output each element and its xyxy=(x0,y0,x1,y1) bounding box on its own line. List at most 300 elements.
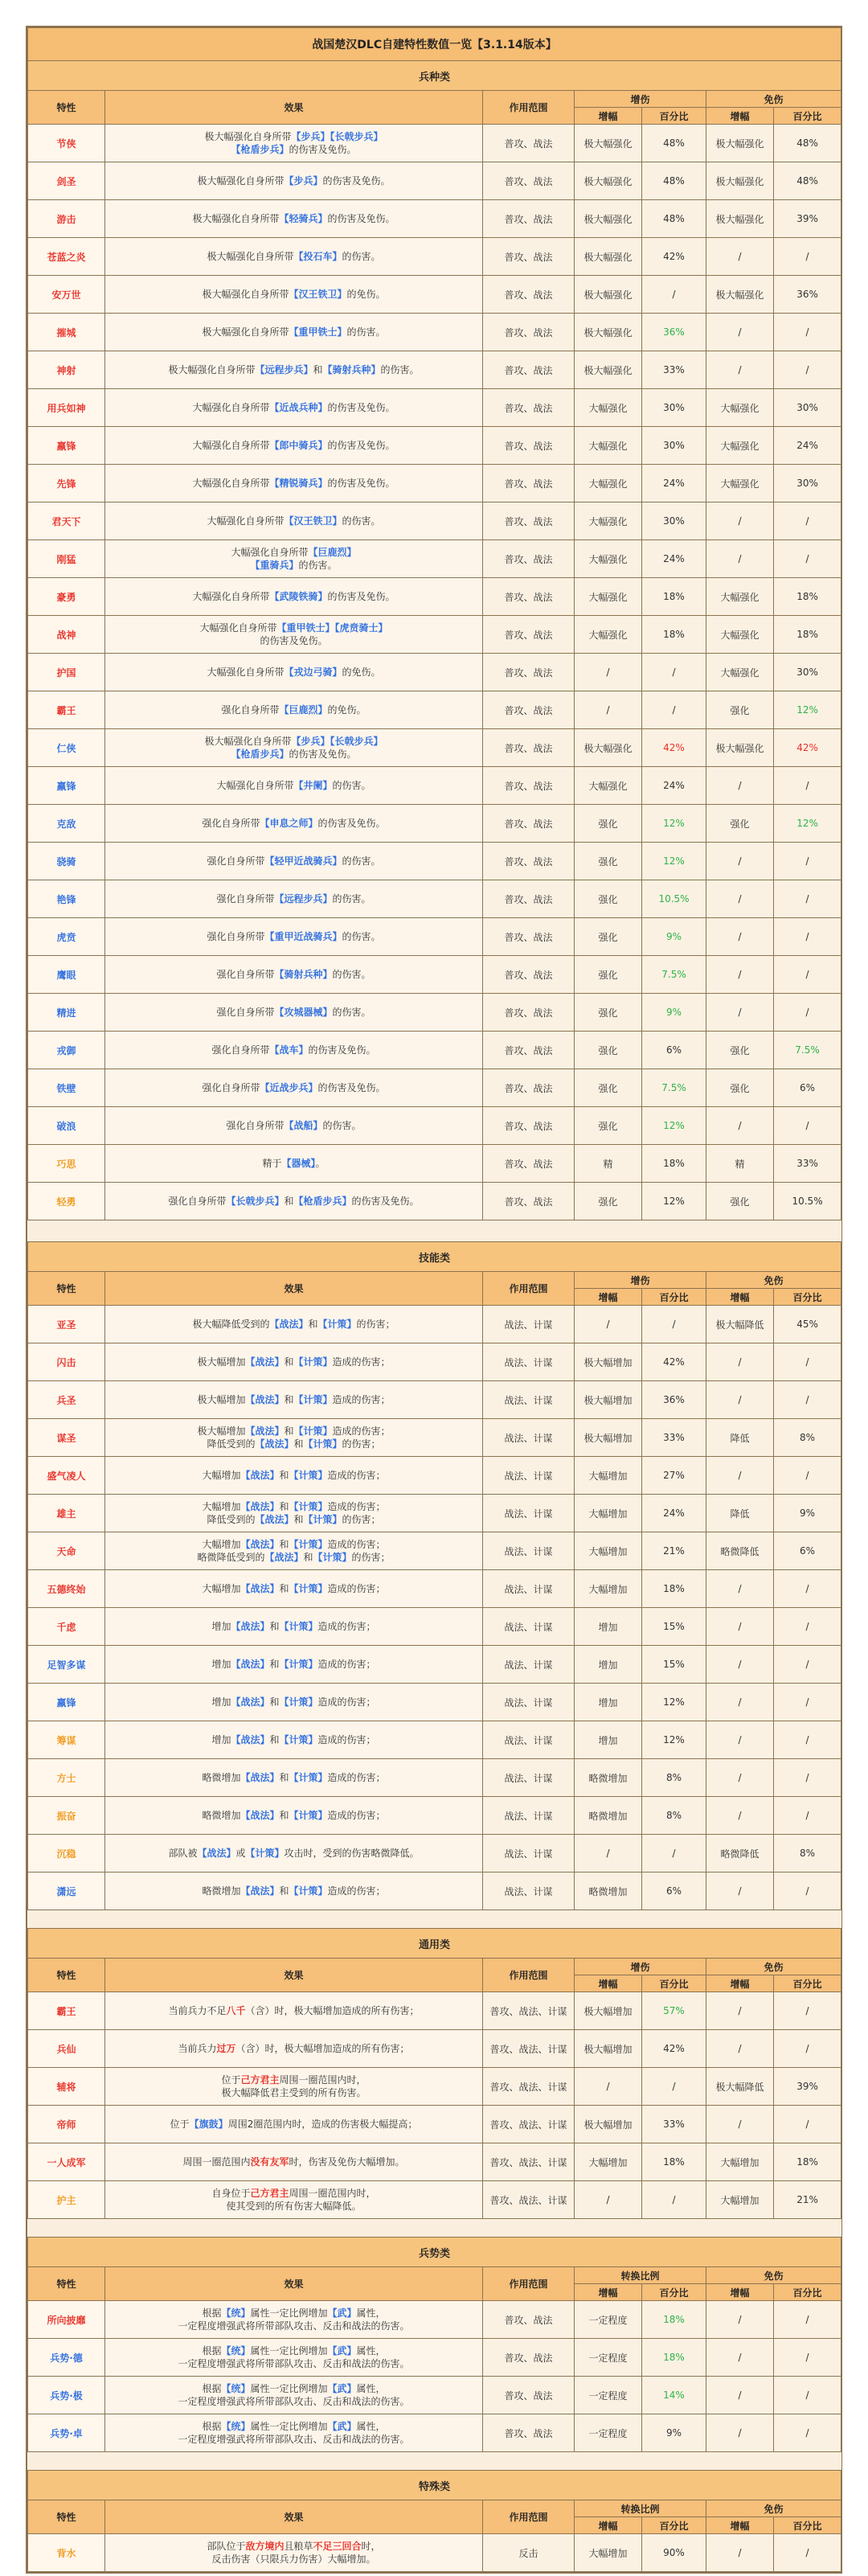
gap-cell xyxy=(28,1220,841,1242)
effect-text: 强化自身所带 xyxy=(168,1196,227,1207)
effect-text: 属性， xyxy=(356,2383,386,2394)
reduction-magnitude: 极大幅降低 xyxy=(706,1306,774,1343)
reduction-magnitude: / xyxy=(706,1381,774,1419)
boost-magnitude: 极大幅增加 xyxy=(575,1381,642,1419)
trait-effect xyxy=(105,2030,483,2068)
trait-name: 剑圣 xyxy=(28,162,105,200)
table-row xyxy=(28,880,841,918)
reduction-percent: / xyxy=(774,1873,841,1910)
boost-magnitude: 增加 xyxy=(575,1608,642,1646)
trait-range: 普攻、战法、计谋 xyxy=(483,2143,575,2181)
effect-text: 【计策】 xyxy=(289,1470,328,1481)
effect-text: 强化自身所带 xyxy=(226,1120,285,1131)
col-magnitude: 增幅 xyxy=(706,1289,774,1306)
boost-percent: 30% xyxy=(642,427,706,465)
reduction-magnitude: / xyxy=(706,1759,774,1797)
reduction-percent: / xyxy=(774,2106,841,2143)
trait-range: 普攻、战法 xyxy=(483,427,575,465)
reduction-percent: 39% xyxy=(774,200,841,238)
table-row xyxy=(28,351,841,389)
boost-percent: 42% xyxy=(642,2030,706,2068)
effect-text: 【近战兵种】 xyxy=(269,402,328,413)
col-group-1: 增伤 xyxy=(575,1272,706,1289)
table-row xyxy=(28,1532,841,1570)
effect-text: 略微增加 xyxy=(202,1885,241,1897)
boost-magnitude: 大幅强化 xyxy=(575,465,642,502)
trait-range: 普攻、战法 xyxy=(483,616,575,654)
boost-magnitude: 大幅增加 xyxy=(575,1457,642,1495)
col-group-1: 转换比例 xyxy=(575,2500,706,2517)
trait-effect xyxy=(105,1721,483,1759)
reduction-magnitude: 大幅增加 xyxy=(706,2181,774,2219)
effect-text: 极大幅强化自身所带 xyxy=(204,736,292,747)
effect-text: 当前兵力 xyxy=(178,2043,217,2054)
effect-text: 的免伤。 xyxy=(346,289,386,300)
col-trait: 特性 xyxy=(28,1272,105,1306)
boost-percent: 48% xyxy=(642,200,706,238)
reduction-magnitude: 强化 xyxy=(706,1183,774,1220)
table-row xyxy=(28,1570,841,1608)
col-group-2: 免伤 xyxy=(706,2267,841,2284)
reduction-percent: 18% xyxy=(774,578,841,616)
effect-text: 的伤害。 xyxy=(380,364,420,375)
trait-effect xyxy=(105,994,483,1032)
effect-text: 大幅强化自身所带 xyxy=(216,780,294,791)
reduction-percent: / xyxy=(774,502,841,540)
trait-name: 护主 xyxy=(28,2181,105,2219)
trait-range: 普攻、战法 xyxy=(483,276,575,314)
effect-text: 极大幅强化自身所带 xyxy=(168,364,256,375)
effect-text: 【统】 xyxy=(221,2421,251,2432)
trait-effect xyxy=(105,427,483,465)
reduction-magnitude: / xyxy=(706,1343,774,1381)
trait-name: 安万世 xyxy=(28,276,105,314)
effect-text: 【战车】 xyxy=(269,1044,309,1056)
trait-range: 战法、计谋 xyxy=(483,1721,575,1759)
table-row xyxy=(28,654,841,691)
column-header-row xyxy=(28,1272,841,1289)
reduction-percent: / xyxy=(774,918,841,956)
col-percent: 百分比 xyxy=(774,1289,841,1306)
col-magnitude: 增幅 xyxy=(706,2284,774,2301)
effect-text: 周围一圈范围内时， xyxy=(289,2188,376,2199)
effect-text: 和 xyxy=(279,1501,289,1512)
boost-percent: 24% xyxy=(642,1495,706,1532)
section-title: 兵势类 xyxy=(28,2238,841,2267)
reduction-percent: / xyxy=(774,351,841,389)
col-magnitude: 增幅 xyxy=(575,108,642,125)
effect-text: 极大幅降低君主受到的所有伤害。 xyxy=(221,2087,366,2098)
table-row xyxy=(28,729,841,767)
reduction-percent: / xyxy=(774,1570,841,1608)
reduction-percent: / xyxy=(774,2534,841,2572)
effect-text: 一定程度增强武将所带部队攻击、反击和战法的伤害。 xyxy=(178,2396,410,2407)
boost-percent: 42% xyxy=(642,729,706,767)
effect-text: 属性， xyxy=(356,2421,386,2432)
col-group-1: 增伤 xyxy=(575,1959,706,1975)
trait-name: 豪勇 xyxy=(28,578,105,616)
reduction-magnitude: 略微降低 xyxy=(706,1532,774,1570)
effect-text: 【战法】 xyxy=(231,1696,270,1708)
boost-magnitude: 强化 xyxy=(575,994,642,1032)
effect-text: 【计策】 xyxy=(289,1539,328,1550)
trait-name: 筹谋 xyxy=(28,1721,105,1759)
boost-magnitude: 极大幅增加 xyxy=(575,1419,642,1457)
boost-magnitude: 极大幅强化 xyxy=(575,200,642,238)
trait-effect xyxy=(105,276,483,314)
boost-magnitude: 略微增加 xyxy=(575,1873,642,1910)
trait-effect xyxy=(105,1646,483,1684)
reduction-magnitude: / xyxy=(706,918,774,956)
trait-effect xyxy=(105,502,483,540)
effect-text: 属性， xyxy=(356,2307,386,2319)
effect-text: 强化自身所带 xyxy=(216,893,275,904)
trait-range: 普攻、战法 xyxy=(483,805,575,843)
effect-text: 【计策】 xyxy=(279,1621,318,1632)
effect-text: 【远程步兵】 xyxy=(255,364,313,375)
gap-cell xyxy=(28,1910,841,1929)
table-row xyxy=(28,1608,841,1646)
trait-name: 羸锋 xyxy=(28,1684,105,1721)
col-magnitude: 增幅 xyxy=(706,108,774,125)
boost-magnitude: 一定程度 xyxy=(575,2377,642,2414)
trait-effect xyxy=(105,2068,483,2106)
effect-text: 【轻甲近战骑兵】 xyxy=(264,855,342,867)
table-row xyxy=(28,2534,841,2572)
trait-effect xyxy=(105,2377,483,2414)
reduction-magnitude: / xyxy=(706,767,774,805)
boost-percent: 24% xyxy=(642,767,706,805)
effect-text: 的伤害。 xyxy=(298,560,338,571)
effect-text: 造成的伤害； xyxy=(327,1810,386,1821)
table-row xyxy=(28,2106,841,2143)
reduction-magnitude: / xyxy=(706,880,774,918)
boost-magnitude: 一定程度 xyxy=(575,2301,642,2339)
effect-text: 的伤害及免伤。 xyxy=(289,749,357,760)
boost-percent: 8% xyxy=(642,1759,706,1797)
reduction-percent: 9% xyxy=(774,1495,841,1532)
effect-text: 【长戟步兵】 xyxy=(226,1196,285,1207)
col-effect: 效果 xyxy=(105,91,483,125)
effect-text: 【战法】 xyxy=(245,1356,285,1368)
effect-text: 降低受到的 xyxy=(207,1514,256,1525)
trait-range: 普攻、战法 xyxy=(483,691,575,729)
reduction-magnitude: 大幅强化 xyxy=(706,465,774,502)
boost-percent: 7.5% xyxy=(642,1069,706,1107)
col-trait: 特性 xyxy=(28,1959,105,1992)
trait-name: 千虑 xyxy=(28,1608,105,1646)
col-group-1: 转换比例 xyxy=(575,2267,706,2284)
boost-magnitude: 大幅增加 xyxy=(575,1570,642,1608)
boost-magnitude: 强化 xyxy=(575,918,642,956)
table-row xyxy=(28,1797,841,1835)
effect-text: 增加 xyxy=(211,1659,231,1670)
section-header-row xyxy=(28,1242,841,1272)
trait-range: 战法、计谋 xyxy=(483,1343,575,1381)
table-row xyxy=(28,238,841,276)
boost-percent: 30% xyxy=(642,389,706,427)
effect-text: 根据 xyxy=(202,2421,222,2432)
col-percent: 百分比 xyxy=(642,108,706,125)
trait-range: 战法、计谋 xyxy=(483,1457,575,1495)
trait-effect xyxy=(105,1145,483,1183)
effect-text: 己方君主 xyxy=(250,2188,289,2199)
effect-text: 和 xyxy=(284,1356,294,1368)
title-row xyxy=(28,28,841,61)
table-row xyxy=(28,1646,841,1684)
reduction-magnitude: / xyxy=(706,2377,774,2414)
trait-range: 战法、计谋 xyxy=(483,1646,575,1684)
effect-text: 当前兵力不足 xyxy=(168,2005,227,2016)
effect-text: 周围一圈范围内时， xyxy=(279,2074,366,2086)
trait-range: 普攻、战法、计谋 xyxy=(483,2106,575,2143)
effect-text: 【武】 xyxy=(327,2345,357,2357)
reduction-magnitude: / xyxy=(706,956,774,994)
col-effect: 效果 xyxy=(105,2267,483,2301)
boost-percent: 12% xyxy=(642,1183,706,1220)
reduction-percent: / xyxy=(774,843,841,880)
boost-percent: 18% xyxy=(642,1570,706,1608)
trait-effect xyxy=(105,1495,483,1532)
trait-name: 羸锋 xyxy=(28,427,105,465)
boost-magnitude: 大幅增加 xyxy=(575,2143,642,2181)
trait-name: 谋圣 xyxy=(28,1419,105,1457)
reduction-percent: 36% xyxy=(774,276,841,314)
effect-text: 【郎中骑兵】 xyxy=(269,440,328,451)
effect-text: 极大幅强化自身所带 xyxy=(192,213,280,224)
boost-magnitude: 强化 xyxy=(575,1069,642,1107)
effect-text: 极大幅降低受到的 xyxy=(192,1319,270,1330)
effect-text: 【武】 xyxy=(327,2421,357,2432)
boost-percent: 33% xyxy=(642,351,706,389)
col-percent: 百分比 xyxy=(774,2284,841,2301)
reduction-percent: / xyxy=(774,1107,841,1145)
trait-name: 兵势·极 xyxy=(28,2377,105,2414)
effect-text: 属性一定比例增加 xyxy=(250,2307,328,2319)
reduction-magnitude: / xyxy=(706,502,774,540)
column-header-row xyxy=(28,91,841,108)
trait-range: 普攻、战法 xyxy=(483,578,575,616)
boost-percent: 6% xyxy=(642,1873,706,1910)
trait-name: 先锋 xyxy=(28,465,105,502)
effect-text: 的伤害及免伤。 xyxy=(289,144,357,155)
reduction-percent: 18% xyxy=(774,616,841,654)
trait-name: 足智多谋 xyxy=(28,1646,105,1684)
boost-magnitude: / xyxy=(575,1306,642,1343)
section-title: 特殊类 xyxy=(28,2471,841,2500)
effect-text: 强化自身所带 xyxy=(216,969,275,980)
page-title: 战国楚汉DLC自建特性数值一览【3.1.14版本】 xyxy=(28,28,841,61)
boost-percent: 27% xyxy=(642,1457,706,1495)
boost-percent: 30% xyxy=(642,502,706,540)
col-percent: 百分比 xyxy=(774,108,841,125)
effect-text: 【战法】 xyxy=(231,1659,270,1670)
effect-text: 根据 xyxy=(202,2307,222,2319)
effect-text: 极大幅强化自身所带 xyxy=(197,175,285,187)
boost-percent: 36% xyxy=(642,314,706,351)
trait-name: 所向披靡 xyxy=(28,2301,105,2339)
stats-sheet xyxy=(26,26,842,2574)
trait-effect xyxy=(105,578,483,616)
reduction-magnitude: 大幅强化 xyxy=(706,427,774,465)
reduction-magnitude: / xyxy=(706,1684,774,1721)
reduction-magnitude: / xyxy=(706,1608,774,1646)
reduction-percent: / xyxy=(774,1684,841,1721)
effect-text: 【战法】 xyxy=(240,1583,280,1594)
table-row xyxy=(28,314,841,351)
reduction-magnitude: / xyxy=(706,1873,774,1910)
effect-text: 【武陵铁骑】 xyxy=(269,591,328,602)
boost-magnitude: 极大幅增加 xyxy=(575,1992,642,2030)
boost-magnitude: 增加 xyxy=(575,1684,642,1721)
effect-text: 【战法】 xyxy=(240,1772,280,1783)
col-magnitude: 增幅 xyxy=(706,2517,774,2534)
reduction-magnitude: / xyxy=(706,2414,774,2452)
effect-text: 强化自身所带 xyxy=(207,855,265,867)
effect-text: 【重甲铁士】 xyxy=(289,326,347,338)
reduction-percent: / xyxy=(774,540,841,578)
trait-effect xyxy=(105,1419,483,1457)
reduction-magnitude: 强化 xyxy=(706,691,774,729)
effect-text: 【战法】 xyxy=(240,1501,280,1512)
trait-range: 普攻、战法 xyxy=(483,994,575,1032)
boost-percent: 12% xyxy=(642,843,706,880)
effect-text: 【井阑】 xyxy=(293,780,333,791)
trait-range: 普攻、战法 xyxy=(483,654,575,691)
effect-text: 【计策】 xyxy=(293,1394,333,1405)
effect-text: 【旗鼓】 xyxy=(189,2119,228,2130)
boost-magnitude: 强化 xyxy=(575,1183,642,1220)
boost-magnitude: 强化 xyxy=(575,880,642,918)
trait-range: 战法、计谋 xyxy=(483,1419,575,1457)
trait-name: 鹰眼 xyxy=(28,956,105,994)
table-row xyxy=(28,1069,841,1107)
boost-magnitude: 极大幅强化 xyxy=(575,162,642,200)
effect-text: 强化自身所带 xyxy=(216,1007,275,1018)
effect-text: 【枪盾步兵】 xyxy=(231,144,289,155)
reduction-percent: / xyxy=(774,1646,841,1684)
trait-range: 普攻、战法 xyxy=(483,1107,575,1145)
column-header-row xyxy=(28,2500,841,2517)
effect-text: 极大幅强化自身所带 xyxy=(202,326,289,338)
section-gap xyxy=(28,2219,841,2238)
trait-name: 亚圣 xyxy=(28,1306,105,1343)
table-row xyxy=(28,1684,841,1721)
trait-name: 兵仙 xyxy=(28,2030,105,2068)
boost-percent: 9% xyxy=(642,918,706,956)
reduction-magnitude: / xyxy=(706,540,774,578)
boost-magnitude: 极大幅增加 xyxy=(575,1343,642,1381)
effect-text: 敌方境内 xyxy=(245,2541,285,2552)
reduction-magnitude: / xyxy=(706,314,774,351)
reduction-magnitude: 极大幅强化 xyxy=(706,729,774,767)
effect-text: 【计策】 xyxy=(289,1501,328,1512)
trait-effect xyxy=(105,1992,483,2030)
trait-effect xyxy=(105,918,483,956)
effect-text: 造成的伤害； xyxy=(327,1539,386,1550)
boost-percent: / xyxy=(642,1306,706,1343)
reduction-percent: 12% xyxy=(774,691,841,729)
reduction-magnitude: / xyxy=(706,1797,774,1835)
effect-text: 【器械】 xyxy=(281,1158,316,1169)
trait-range: 普攻、战法 xyxy=(483,843,575,880)
reduction-percent: 21% xyxy=(774,2181,841,2219)
effect-text: 【战法】 xyxy=(245,1425,285,1437)
boost-magnitude: 一定程度 xyxy=(575,2339,642,2377)
effect-text: 【计策】 xyxy=(317,1319,357,1330)
boost-percent: 10.5% xyxy=(642,880,706,918)
effect-text: 一定程度增强武将所带部队攻击、反击和战法的伤害。 xyxy=(178,2434,410,2445)
effect-text: 大幅强化自身所带 xyxy=(192,478,270,489)
section-gap xyxy=(28,1910,841,1929)
col-percent: 百分比 xyxy=(774,1975,841,1992)
reduction-magnitude: 大幅增加 xyxy=(706,2143,774,2181)
table-row xyxy=(28,2030,841,2068)
section-gap xyxy=(28,2452,841,2471)
effect-text: （含）时，极大幅增加造成的所有伤害； xyxy=(235,2043,410,2054)
trait-range: 战法、计谋 xyxy=(483,1835,575,1873)
table-row xyxy=(28,389,841,427)
effect-text: 略微增加 xyxy=(202,1810,241,1821)
trait-name: 苍蓝之炎 xyxy=(28,238,105,276)
trait-range: 普攻、战法 xyxy=(483,1032,575,1069)
gap-cell xyxy=(28,2219,841,2238)
reduction-percent: 12% xyxy=(774,805,841,843)
gap-cell xyxy=(28,2452,841,2471)
boost-magnitude: 大幅强化 xyxy=(575,578,642,616)
effect-text: 增加 xyxy=(211,1696,231,1708)
effect-text: 的伤害。 xyxy=(342,251,381,262)
col-range: 作用范围 xyxy=(483,1272,575,1306)
effect-text: 造成的伤害； xyxy=(317,1696,376,1708)
trait-effect xyxy=(105,1835,483,1873)
effect-text: 位于 xyxy=(170,2119,190,2130)
boost-magnitude: 略微增加 xyxy=(575,1759,642,1797)
boost-magnitude: 强化 xyxy=(575,1032,642,1069)
effect-text: 的伤害。 xyxy=(342,515,381,527)
trait-range: 普攻、战法、计谋 xyxy=(483,2068,575,2106)
reduction-percent: 48% xyxy=(774,162,841,200)
effect-text: 攻击时，受到的伤害略微降低。 xyxy=(284,1848,420,1859)
effect-text: 【步兵】【长戟步兵】 xyxy=(291,736,383,747)
table-row xyxy=(28,616,841,654)
boost-percent: 48% xyxy=(642,125,706,162)
reduction-magnitude: / xyxy=(706,1992,774,2030)
col-trait: 特性 xyxy=(28,2500,105,2534)
col-effect: 效果 xyxy=(105,1272,483,1306)
trait-range: 战法、计谋 xyxy=(483,1532,575,1570)
effect-text: 【汉王铁卫】 xyxy=(284,515,342,527)
boost-percent: 6% xyxy=(642,1032,706,1069)
trait-range: 战法、计谋 xyxy=(483,1873,575,1910)
col-group-1: 增伤 xyxy=(575,91,706,108)
effect-text: 【计策】 xyxy=(303,1438,342,1450)
effect-text: 和 xyxy=(279,1885,289,1897)
table-row xyxy=(28,502,841,540)
effect-text: 极大幅增加 xyxy=(197,1356,246,1368)
effect-text: 【计策】 xyxy=(293,1425,333,1437)
trait-effect xyxy=(105,1684,483,1721)
trait-effect xyxy=(105,238,483,276)
effect-text: 【战法】 xyxy=(240,1810,280,1821)
trait-range: 战法、计谋 xyxy=(483,1495,575,1532)
trait-effect xyxy=(105,805,483,843)
boost-magnitude: 大幅强化 xyxy=(575,767,642,805)
boost-percent: 7.5% xyxy=(642,956,706,994)
table-row xyxy=(28,2339,841,2377)
table-row xyxy=(28,1759,841,1797)
trait-name: 帝师 xyxy=(28,2106,105,2143)
